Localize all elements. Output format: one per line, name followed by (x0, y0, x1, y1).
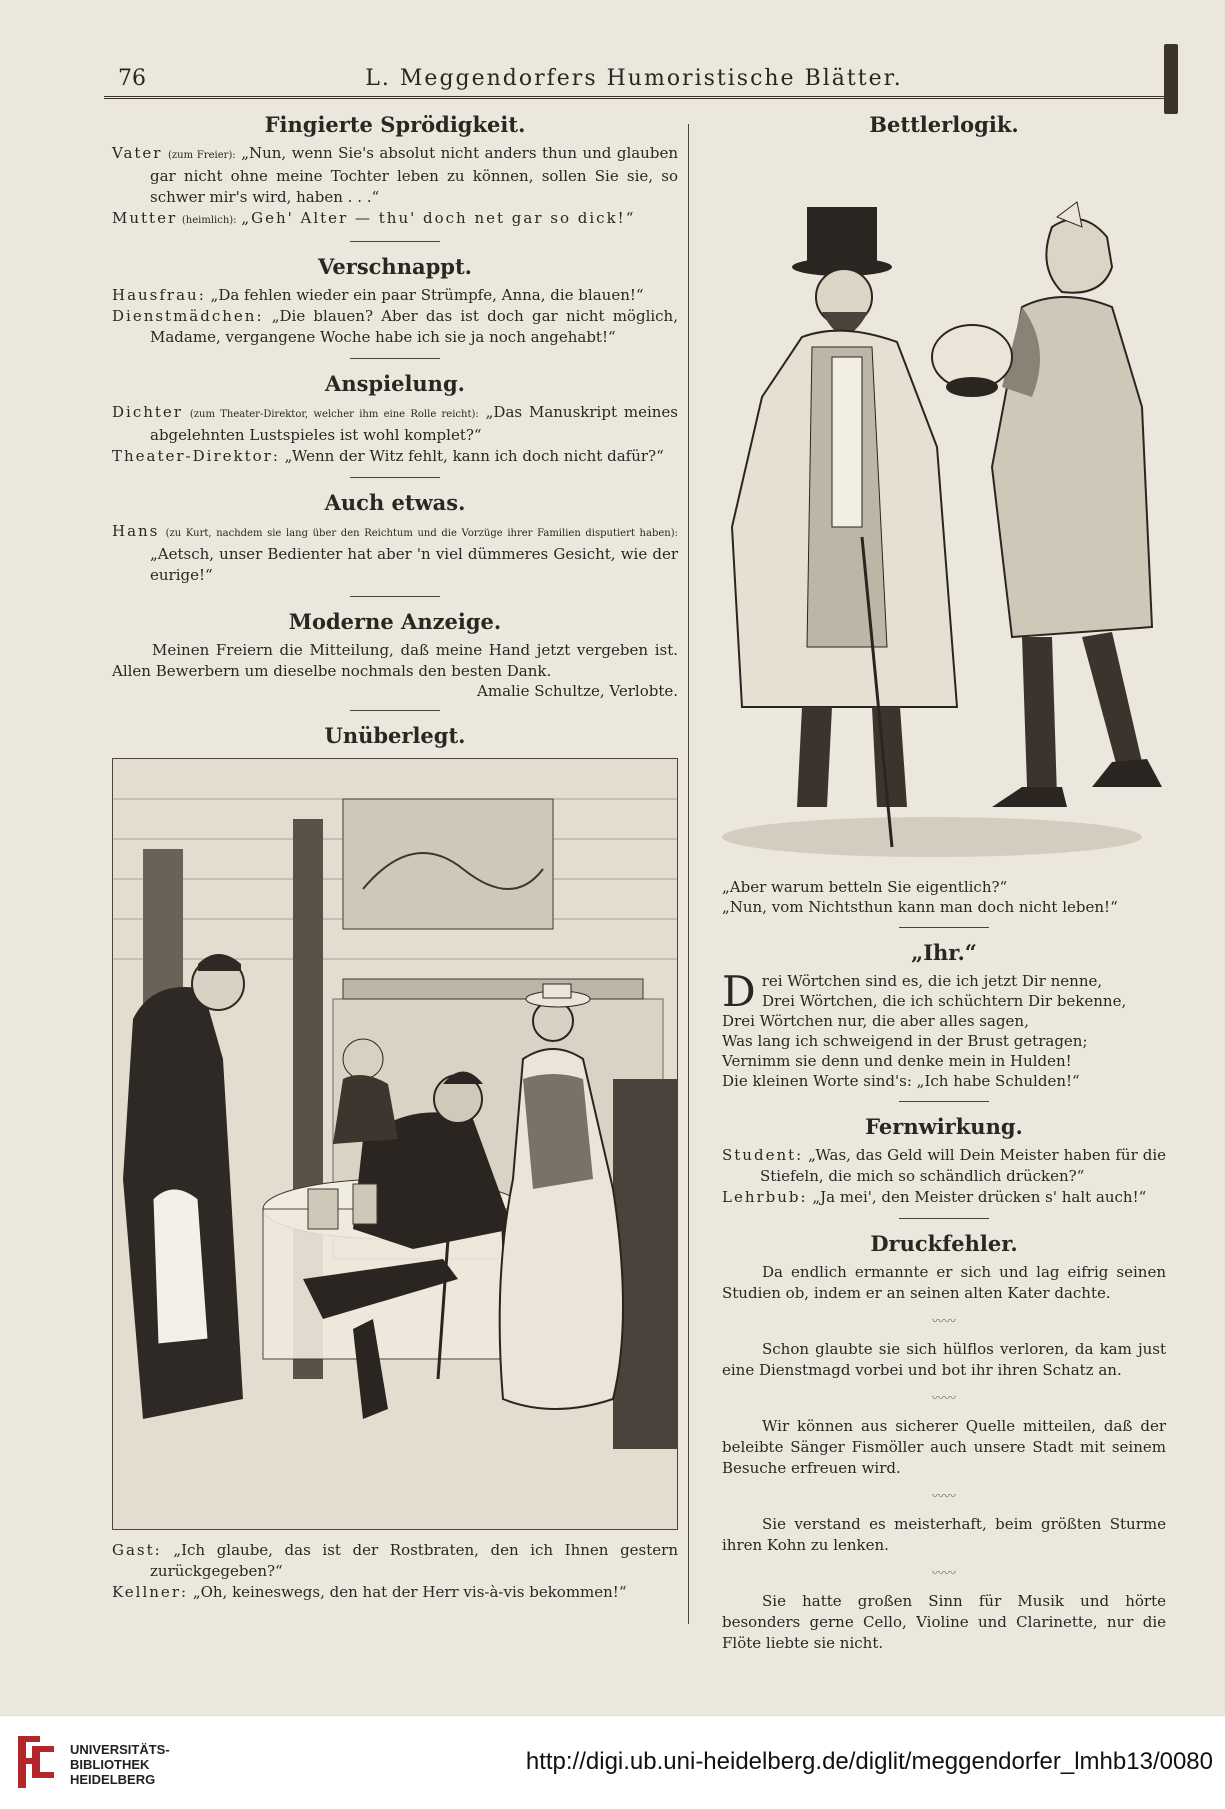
section-title: Fingierte Sprödigkeit. (264, 112, 526, 137)
section-separator (350, 596, 440, 597)
joke-auch-etwas (112, 490, 678, 586)
dialogue-line (112, 306, 678, 348)
caption-line: „Aber warum betteln Sie eigentlich?“ (722, 878, 1008, 896)
column-divider (688, 124, 689, 1624)
dialogue-line (112, 285, 678, 306)
beggars-illustration (722, 147, 1166, 867)
section-separator (899, 1218, 989, 1219)
poem-line: Vernimm sie denn und denke mein in Hulden! (722, 1052, 1072, 1070)
speaker: Student: (722, 1146, 804, 1164)
poem-line: Was lang ich schweigend in der Brust getragen; (722, 1032, 1088, 1050)
speaker: Kellner: (112, 1583, 189, 1601)
section-separator (899, 927, 989, 928)
joke-verschnappt (112, 254, 678, 348)
speaker: Lehrbub: (722, 1188, 808, 1206)
wave-separator: 〰〰 (931, 1391, 956, 1405)
section-title: Bettlerlogik. (869, 112, 1019, 137)
page-number: 76 (118, 66, 146, 91)
speaker: Mutter (112, 209, 178, 227)
dialogue-line (112, 208, 678, 231)
poem (722, 967, 1166, 1091)
speaker: Dienstmädchen: (112, 307, 264, 325)
section-title: Unüberlegt. (324, 723, 466, 748)
page-header (104, 62, 1164, 99)
section-separator (350, 477, 440, 478)
speech: „Nun, wenn Sie's absolut nicht anders thun und glauben gar nicht ohne meine Tochter leben zu können, sollen Sie sie, so schwer mir's wird, haben . . .“ (150, 144, 678, 206)
poem-ihr (722, 940, 1166, 1091)
misprint-paragraph: Wir können aus sicherer Quelle mitteilen, daß der beleibte Sänger Fismöller auch unsere Stadt mit seinem Besuche erfreuen wird. (722, 1417, 1166, 1477)
library-name-line: HEIDELBERG (70, 1772, 156, 1787)
dialogue-line (112, 143, 678, 208)
joke-bettlerlogik (722, 112, 1166, 917)
stage-note: (zum Theater-Direktor, welcher ihm eine Rolle reicht): (189, 409, 479, 420)
signature: Amalie Schultze, Verlobte. (477, 682, 678, 700)
joke-fernwirkung (722, 1114, 1166, 1208)
page-edge-mark (1164, 44, 1178, 114)
speaker: Gast: (112, 1541, 162, 1559)
dialogue-line (722, 1187, 1166, 1208)
section-title: Moderne Anzeige. (288, 609, 502, 634)
dialogue-line (112, 402, 678, 446)
section-separator (899, 1101, 989, 1102)
dialogue-line (112, 1540, 678, 1582)
joke-unueberlegt (112, 723, 678, 1603)
wave-separator: 〰〰 (931, 1314, 956, 1328)
wave-separator: 〰〰 (931, 1489, 956, 1503)
dialogue-line (112, 1582, 678, 1603)
speech: „Das Manuskript meines abgelehnten Lustspieles ist wohl komplet?“ (150, 403, 678, 444)
section-title: Auch etwas. (324, 490, 466, 515)
speech: „Wenn der Witz fehlt, kann ich doch nicht dafür?“ (284, 447, 664, 465)
joke-druckfehler (722, 1231, 1166, 1654)
library-footer (0, 1715, 1225, 1809)
section-title: Druckfehler. (870, 1231, 1018, 1256)
section-separator (350, 710, 440, 711)
library-logo-icon (14, 1732, 58, 1792)
speech: „Ja mei', den Meister drücken s' halt auch!“ (812, 1188, 1147, 1206)
poem-line: Drei Wörtchen, die ich schüchtern Dir bekenne, (762, 992, 1127, 1010)
stage-note: (zum Freier): (167, 150, 236, 161)
speech: „Was, das Geld will Dein Meister haben für die Stiefeln, die mich so schändlich drücken?“ (760, 1146, 1166, 1185)
speech: „Ich glaube, das ist der Rostbraten, den ich Ihnen gestern zurückgegeben?“ (150, 1541, 678, 1580)
speaker: Theater-Direktor: (112, 447, 280, 465)
library-name (70, 1742, 170, 1787)
section-separator (350, 241, 440, 242)
joke-fingierte-sproedigkeit (112, 112, 678, 231)
poem-line: rei Wörtchen sind es, die ich jetzt Dir nenne, (761, 972, 1103, 990)
speech: „Aetsch, unser Bedienter hat aber 'n viel dümmeres Gesicht, wie der eurige!“ (150, 545, 678, 584)
speaker: Hausfrau: (112, 286, 206, 304)
section-title: Anspielung. (325, 371, 465, 396)
restaurant-illustration (112, 758, 678, 1530)
speech: „Geh' Alter — thu' doch net gar so dick!“ (241, 209, 636, 227)
section-title: „Ihr.“ (911, 940, 977, 965)
section-title: Verschnappt. (318, 254, 472, 279)
speech: „Oh, keineswegs, den hat der Herr vis-à-vis bekommen!“ (192, 1583, 627, 1601)
speaker: Dichter (112, 403, 183, 421)
left-column (112, 112, 678, 1603)
poem-line: Drei Wörtchen nur, die aber alles sagen, (722, 1012, 1029, 1030)
section-separator (350, 358, 440, 359)
stage-note: (zu Kurt, nachdem sie lang über den Reichtum und die Vorzüge ihrer Familien disputiert haben): (165, 528, 678, 539)
joke-anspielung (112, 371, 678, 467)
right-column (722, 112, 1166, 1654)
speech: „Da fehlen wieder ein paar Strümpfe, Anna, die blauen!“ (210, 286, 644, 304)
library-name-line: BIBLIOTHEK (70, 1757, 150, 1772)
dialogue-line (112, 446, 678, 467)
stage-note: (heimlich): (181, 215, 237, 226)
source-url[interactable]: http://digi.ub.uni-heidelberg.de/diglit/meggendorfer_lmhb13/0080 (525, 1748, 1213, 1775)
journal-title: L. Meggendorfers Humoristische Blätter. (365, 66, 903, 91)
speaker: Hans (112, 522, 160, 540)
dialogue-line (722, 1145, 1166, 1187)
wave-separator: 〰〰 (931, 1566, 956, 1580)
misprint-paragraph: Sie hatte großen Sinn für Musik und hörte besonders gerne Cello, Violine und Clarinette, nur die Flöte liebte sie nicht. (722, 1592, 1166, 1652)
section-title: Fernwirkung. (865, 1114, 1023, 1139)
poem-line: Die kleinen Worte sind's: „Ich habe Schulden!“ (722, 1072, 1080, 1090)
misprint-paragraph: Da endlich ermannte er sich und lag eifrig seinen Studien ob, indem er an seinen alten Kater dachte. (722, 1263, 1166, 1302)
dialogue-line (112, 521, 678, 586)
library-name-line: UNIVERSITÄTS- (70, 1742, 170, 1757)
advertisement-text: Meinen Freiern die Mitteilung, daß meine Hand jetzt vergeben ist. Allen Bewerbern um dieselbe nochmals den besten Dank. (112, 641, 678, 680)
caption-line: „Nun, vom Nichtsthun kann man doch nicht leben!“ (722, 898, 1118, 916)
speech: „Die blauen? Aber das ist doch gar nicht möglich, Madame, vergangene Woche habe ich sie ja noch angehabt!“ (150, 307, 678, 346)
misprint-paragraph: Sie verstand es meisterhaft, beim größten Sturme ihren Kohn zu lenken. (722, 1515, 1166, 1554)
drop-cap: D (722, 967, 756, 1016)
speaker: Vater (112, 144, 163, 162)
joke-moderne-anzeige (112, 609, 678, 700)
misprint-paragraph: Schon glaubte sie sich hülflos verloren, da kam just eine Dienstmagd vorbei und bot ihr ihren Schatz an. (722, 1340, 1166, 1379)
